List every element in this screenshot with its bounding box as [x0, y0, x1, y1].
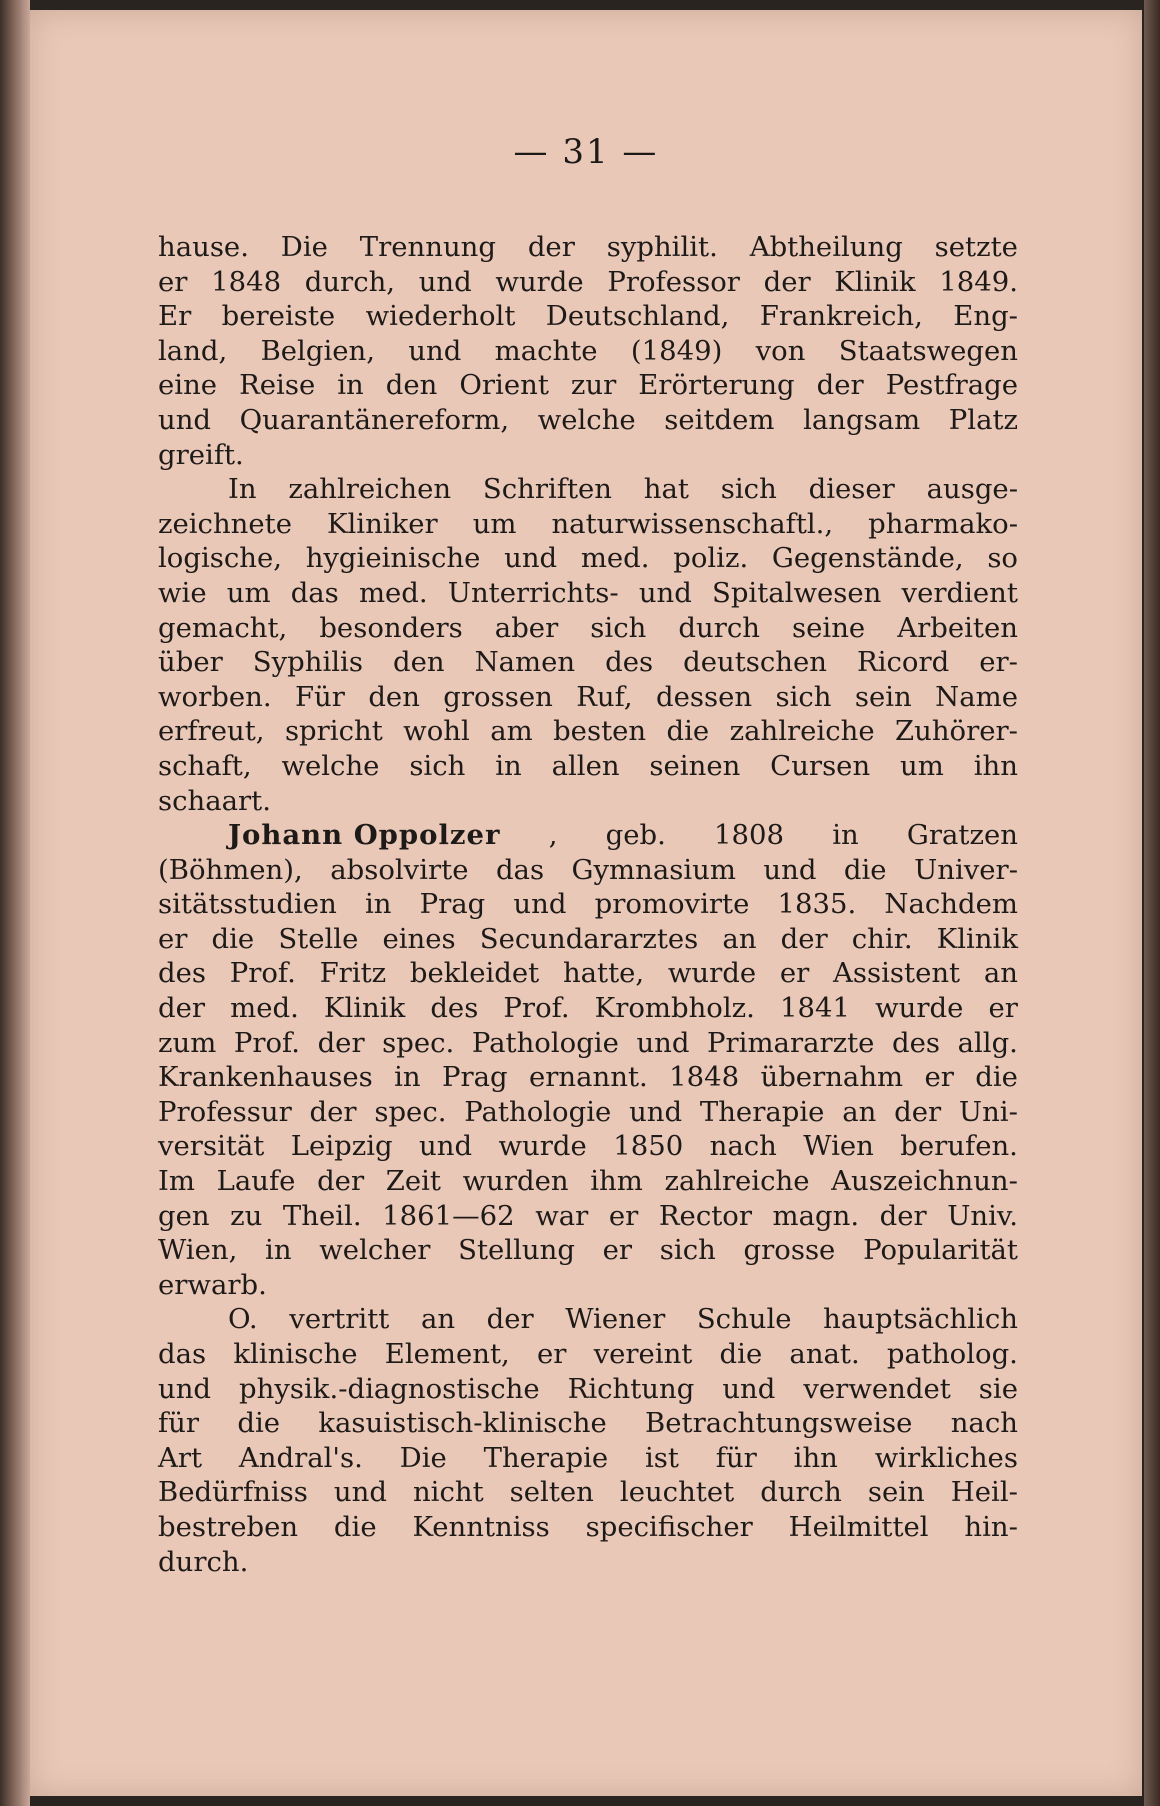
text-line: (Böhmen), absolvirte das Gymnasium und die Univer- — [158, 853, 1018, 886]
text-line: gen zu Theil. 1861—62 war er Rector magn. der Univ. — [158, 1199, 1018, 1232]
text-line: Im Laufe der Zeit wurden ihm zahlreiche Auszeichnun- — [158, 1165, 1018, 1198]
text-line: Er bereiste wiederholt Deutschland, Frankreich, Eng- — [158, 300, 1018, 333]
text-line: schaart. — [158, 784, 271, 817]
text-line: bestreben die Kenntniss specifischer Heilmittel hin- — [158, 1510, 1018, 1543]
text-line: Wien, in welcher Stellung er sich grosse Popularität — [158, 1234, 1018, 1267]
text-line: gemacht, besonders aber sich durch seine Arbeiten — [158, 611, 1018, 644]
text-line: hause. Die Trennung der syphilit. Abtheilung setzte — [158, 231, 1018, 263]
text-line: erfreut, spricht wohl am besten die zahlreiche Zuhörer- — [158, 715, 1018, 748]
text-line: Krankenhauses in Prag ernannt. 1848 übernahm er die — [158, 1061, 1018, 1094]
person-name: Johann Oppolzer — [228, 819, 501, 852]
text-line: sitätsstudien in Prag und promovirte 1835. Nachdem — [158, 888, 1018, 921]
book-spine-edge — [0, 0, 30, 1806]
text-line: das klinische Element, er vereint die anat. patholog. — [158, 1338, 1018, 1370]
book-page-edge — [1144, 0, 1160, 1806]
text-line: land, Belgien, und machte (1849) von Staatswegen — [158, 334, 1018, 367]
text-line: zum Prof. der spec. Pathologie und Primararzte des allg. — [158, 1026, 1018, 1059]
text-line: durch. — [158, 1545, 249, 1578]
text-line: O. vertritt an der Wiener Schule hauptsächlich — [228, 1303, 1018, 1336]
text-line: über Syphilis den Namen des deutschen Ricord er- — [158, 646, 1018, 679]
text-line: versität Leipzig und wurde 1850 nach Wien berufen. — [158, 1130, 1018, 1163]
text-line: er die Stelle eines Secundararztes an der chir. Klinik — [158, 922, 1018, 955]
book-page — [30, 10, 1142, 1796]
text-line: schaft, welche sich in allen seinen Cursen um ihn — [158, 749, 1018, 782]
text-line: des Prof. Fritz bekleidet hatte, wurde er Assistent an — [158, 957, 1018, 990]
text-line: er 1848 durch, und wurde Professor der Klinik 1849. — [158, 265, 1018, 298]
text-line: greift. — [158, 438, 244, 471]
text-line: logische, hygieinische und med. poliz. Gegenstände, so — [158, 542, 1018, 575]
text-line: Bedürfniss und nicht selten leuchtet durch sein Heil- — [158, 1476, 1018, 1509]
text-line: worben. Für den grossen Ruf, dessen sich sein Name — [158, 680, 1018, 713]
text-line: der med. Klinik des Prof. Krombholz. 1841 wurde er — [158, 992, 1018, 1025]
text-line: und physik.-diagnostische Richtung und verwendet sie — [158, 1372, 1018, 1405]
text-line: wie um das med. Unterrichts- und Spitalwesen verdient — [158, 576, 1018, 609]
text-line: Art Andral's. Die Therapie ist für ihn wirkliches — [158, 1441, 1018, 1474]
text-line: In zahlreichen Schriften hat sich dieser ausge- — [228, 473, 1018, 506]
text-line: für die kasuistisch-klinische Betrachtungsweise nach — [158, 1407, 1018, 1440]
body-text — [158, 230, 1018, 1579]
text-line: Professur der spec. Pathologie und Therapie an der Uni- — [158, 1095, 1018, 1128]
text-line: Johann Oppolzer , geb. 1808 in Gratzen — [228, 819, 1018, 852]
text-line: erwarb. — [158, 1268, 267, 1301]
text-line: und Quarantänereform, welche seitdem langsam Platz — [158, 403, 1018, 436]
text-line: eine Reise in den Orient zur Erörterung der Pestfrage — [158, 369, 1018, 402]
text-line: zeichnete Kliniker um naturwissenschaftl., pharmako- — [158, 507, 1018, 540]
page-number: — 31 — — [513, 132, 659, 172]
